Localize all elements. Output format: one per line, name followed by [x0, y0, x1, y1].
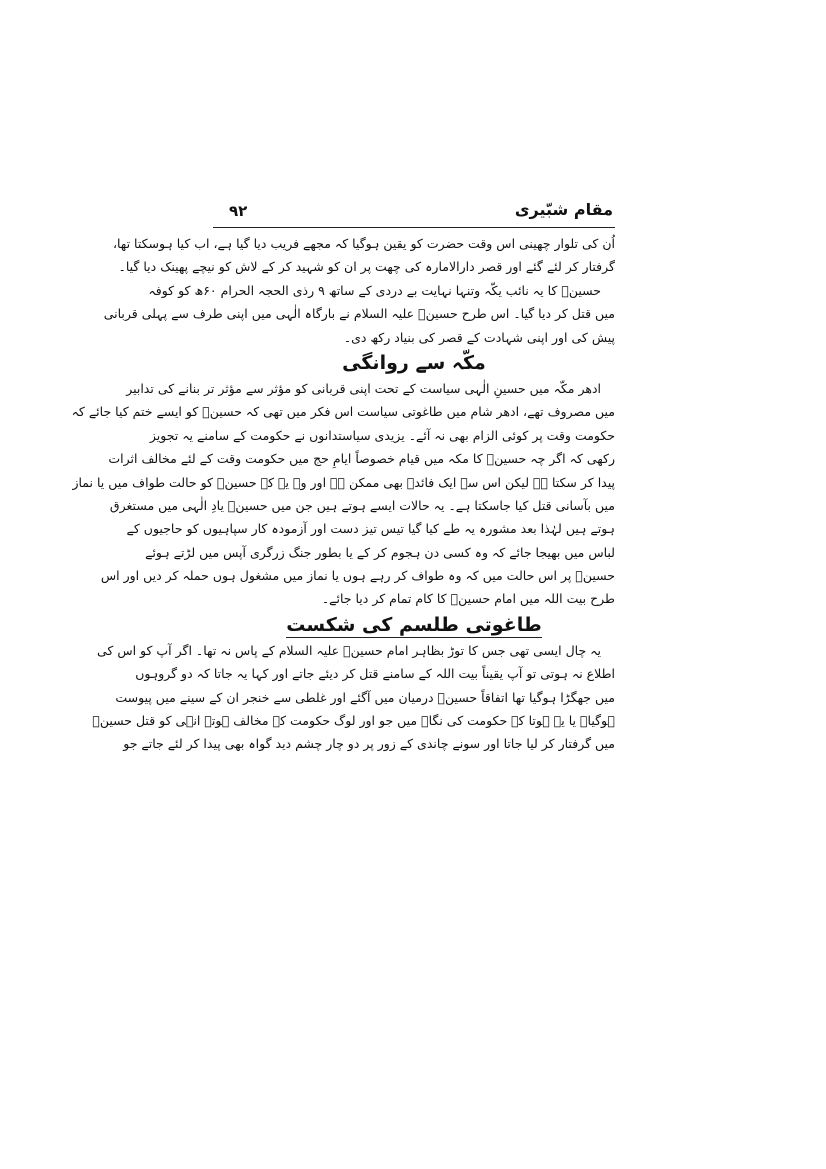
text-line: میں بآسانی قتل کیا جاسکتا ہے۔ یہ حالات ایسے ہوتے ہیں جن میں حسینؑ یادِ الٰہی میں مستغرق: [109, 497, 615, 513]
text-line: میں جھگڑا ہوگیا تھا اتفاقاً حسینؑ درمیان میں آگئے اور غلطی سے خنجر ان کے سینے میں پیوست: [115, 689, 615, 705]
text-line: میں مصروف تھے، ادھر شام میں طاغوتی سیاست اس فکر میں تھی کہ حسینؑ کو ایسے ختم کیا جائے کہ: [71, 404, 615, 420]
text-line: حسینؑ پر اس حالت میں کہ وہ طواف کر رہے ہوں یا نماز میں مشغول ہوں حملہ کر دیں اور اس: [100, 568, 615, 584]
text-line: طرح بیت اللہ میں امام حسینؑ کا کام تمام کر دیا جائے۔: [321, 591, 615, 607]
text-line: حسینؑ کا یہ نائب یکّہ وتنہا نہایت بے دردی کے ساتھ ۹ رذی الحجہ الحرام ۶۰ھ کو کوفہ: [148, 282, 601, 298]
page-header: [213, 196, 615, 228]
text-line: میں گرفتار کر لیا جاتا اور سونے چاندی کے زور پر دو چار چشم دید گواہ بھی پیدا کر لئے جاتے جو: [123, 736, 615, 752]
text-line: حکومت وقت پر کوئی الزام بھی نہ آئے۔ یزیدی سیاستدانوں نے حکومت کے سامنے یہ تجویز: [149, 427, 615, 443]
page-number: ۹۲: [229, 202, 248, 220]
text-line: میں قتل کر دیا گیا۔ اس طرح حسینؑ علیہ السلام نے بارگاہ الٰہی میں اپنی طرف سے پہلی قربانی: [103, 306, 615, 322]
text-line: پیش کی اور اپنی شہادت کے قصر کی بنیاد رکھ دی۔: [343, 329, 615, 345]
text-line: گرفتار کر لئے گئے اور قصر دارالامارہ کی چھت پر ان کو شہید کر کے لاش کو نیچے پھینک دیا گیا۔: [118, 259, 615, 275]
section-heading-departure: مکّہ سے روانگی: [342, 351, 486, 374]
text-line: لباس میں بھیجا جائے کہ وہ کسی دن ہجوم کر کے یا بطور جنگ زرگری آپس میں لڑتے ہوئے: [145, 544, 615, 560]
header-rule: [213, 227, 615, 228]
text-line: اطلاع نہ ہوتی تو آپ یقیناً بیت اللہ کے سامنے قتل کر دیئے جاتے اور کہا یہ جاتا کہ دو گروہوں: [135, 666, 615, 682]
text-line: رکھی کہ اگر چہ حسینؑ کا مکہ میں قیام خصوصاً ایامِ حج میں حکومت وقت کے لئے مخالف اثرات: [108, 451, 615, 467]
text-line: یہ چال ایسی تھی جس کا توڑ بظاہر امام حسینؑ علیہ السلام کے پاس نہ تھا۔ اگر آپ کو اس کی: [96, 642, 601, 658]
text-line: ہوتے ہیں لہٰذا بعد مشورہ یہ طے کیا گیا تیس تیز دست اور آزمودہ کار سپاہیوں کو حاجیوں کے: [126, 521, 615, 537]
section-heading-defeat-text: طاغوتی طلسم کی شکست: [286, 613, 542, 636]
section-heading-defeat: [213, 611, 615, 639]
text-line: پیدا کر سکتا ہے لیکن اس سے ایک فائدہ بھی ممکن ہے اور وہ یہ کہ حسینؑ کو حالت طواف میں یا نماز: [72, 474, 615, 490]
page-body: [71, 232, 615, 756]
book-title: مقام شبّیری: [514, 200, 613, 219]
text-line: ادھر مکّہ میں حسینِ الٰہی سیاست کے تحت اپنی قربانی کو مؤثر سے مؤثر تر بنانے کی تدابیر: [126, 380, 601, 396]
text-line: ہوگیا۔ یا یہ ہوتا کہ حکومت کی نگاہ میں جو اور لوگ حکومت کے مخالف ہوتے انہی کو قتل حسینؑ: [92, 713, 615, 729]
text-line: اُن کی تلوار چھینی اس وقت حضرت کو یقین ہوگیا کہ مجھے فریب دیا گیا ہے، اب کیا ہوسکتا تھا،: [112, 236, 615, 251]
